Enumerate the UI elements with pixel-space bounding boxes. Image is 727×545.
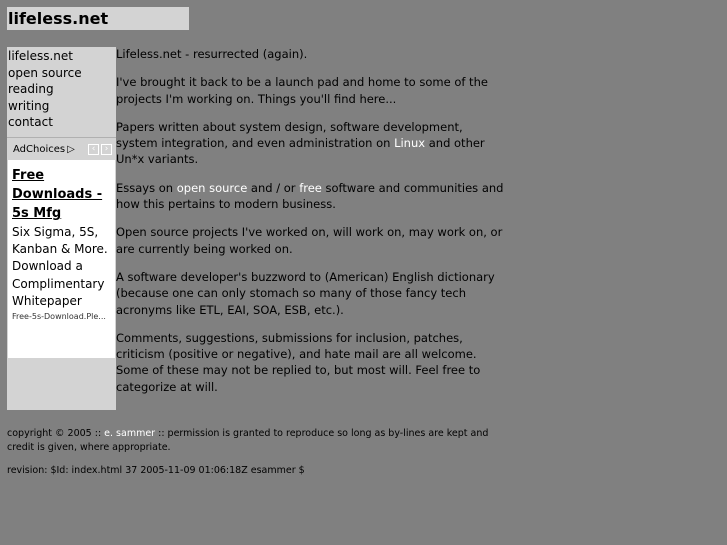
nav-item-contact[interactable]: contact (8, 115, 53, 129)
nav-item-reading[interactable]: reading (8, 82, 54, 96)
essays-paragraph: Essays on open source and / or free software and communities and how this pertains to modern business. (116, 180, 504, 212)
ad-header (7, 142, 116, 158)
nav-item-open-source[interactable]: open source (8, 65, 82, 80)
launch-pad-paragraph: I've brought it back to be a launch pad and home to some of the projects I'm working on. Things you'll find here... (116, 75, 488, 106)
nav-item-writing[interactable]: writing (8, 98, 50, 113)
ad-body-text: Six Sigma, 5S, Kanban & More. Download a Complimentary Whitepaper (12, 225, 108, 308)
ad-prev-button[interactable] (88, 144, 99, 155)
ad-url-link[interactable]: Free-5s-Download.Ple... (12, 312, 106, 322)
main-content (116, 46, 506, 407)
projects-paragraph: Open source projects I've worked on, will work on, may work on, or are currently being worked on. (116, 225, 503, 256)
sidebar (7, 47, 116, 410)
ad-title-link[interactable]: Free Downloads - 5s Mfg (12, 168, 103, 221)
free-link[interactable]: free (299, 180, 322, 195)
sidebar-divider (7, 137, 116, 138)
site-title: lifeless.net (7, 7, 189, 30)
nav-item-home[interactable]: lifeless.net (8, 49, 74, 63)
ad-box (8, 160, 115, 358)
intro-paragraph: Lifeless.net - resurrected (again). (116, 47, 308, 61)
sidebar-nav (7, 47, 116, 131)
revision-text: revision: $Id: index.html 37 2005-11-09 01:06:18Z esammer $ (7, 465, 305, 476)
comments-paragraph: Comments, suggestions, submissions for inclusion, patches, criticism (positive or negative), and hate mail are all welcome. Some of these may not be replied to, but most will. Feel free to categorize at will. (116, 330, 481, 394)
author-link[interactable]: e. sammer (104, 428, 156, 439)
linux-link[interactable]: Linux (394, 136, 426, 151)
chevron-left-icon: ‹ (91, 144, 96, 154)
footer-copyright: copyright © 2005 :: e. sammer :: permission is granted to reproduce so long as by-lines are kept and credit is given, where appropriate. (7, 428, 489, 453)
chevron-right-icon: › (104, 144, 109, 154)
open-source-link[interactable]: open source (176, 180, 248, 195)
ad-next-button[interactable] (101, 144, 112, 155)
adchoices-link[interactable]: AdChoices ▷ (13, 144, 75, 155)
dictionary-paragraph: A software developer's buzzword to (American) English dictionary (because one can only stomach so many of those fancy tech acronyms like ETL, EAI, SOA, ESB, etc.). (116, 269, 495, 317)
papers-paragraph: Papers written about system design, software development, system integration, and even administration on Linux and other Un*x variants. (116, 119, 485, 167)
play-triangle-icon: ▷ (67, 144, 75, 155)
